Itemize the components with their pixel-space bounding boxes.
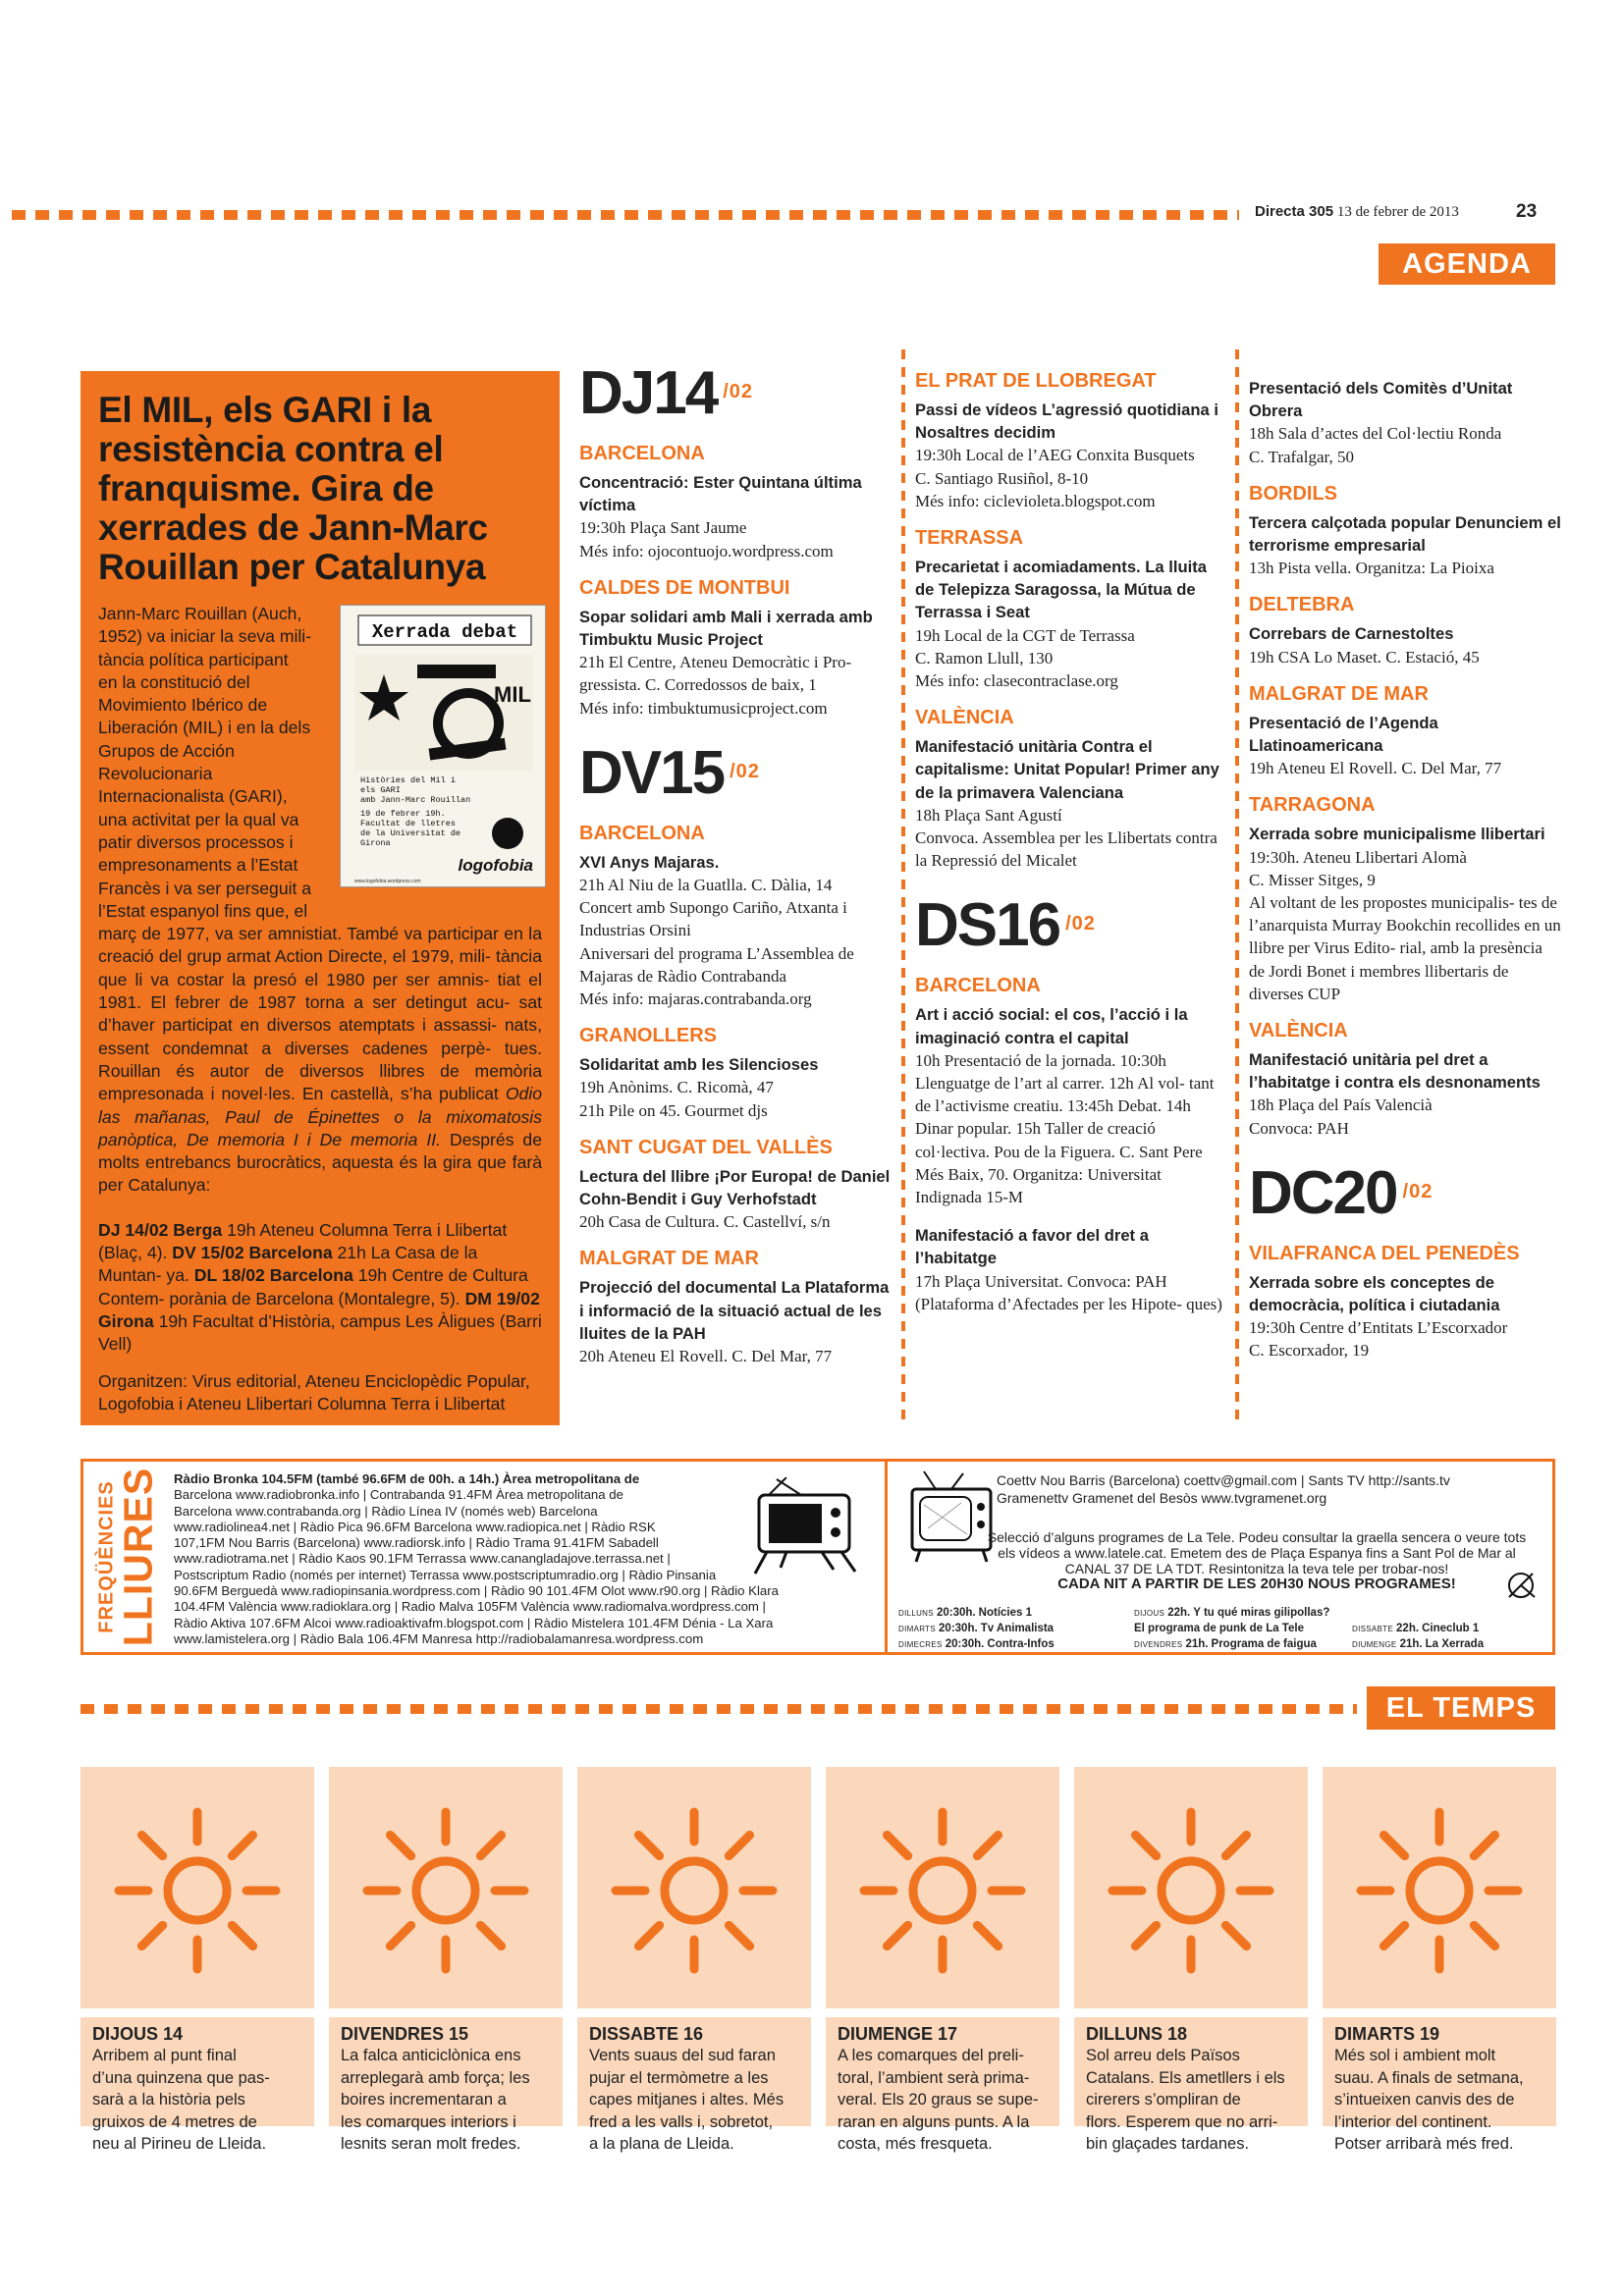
event-detail: 19h Anònims. C. Ricomà, 47 [579, 1078, 774, 1097]
schedule-show: Contra-Infos [987, 1638, 1055, 1650]
feature-body-line: Movimiento Ibérico de [98, 695, 268, 716]
feature-body-line: Internacionalista (GARI), [98, 786, 288, 807]
schedule-day: DILLUNS [898, 1609, 934, 1618]
weather-text-line: s’intueixen canvis des de [1334, 2091, 1515, 2109]
event-detail: 20h Ateneu El Rovell. C. Del Mar, 77 [579, 1347, 833, 1366]
event-detail: 17h Plaça Universitat. Convoca: PAH (Plataforma d’Afectades per les Hipote- ques) [915, 1271, 1222, 1313]
tv-line: Gramenettv Gramenet del Besòs www.tvgramenet.org [997, 1490, 1327, 1506]
weather-text-line: La falca anticiclònica ens [341, 2047, 521, 2064]
weather-day: DIVENDRES 15 [341, 2024, 469, 2044]
page-number: 23 [1516, 201, 1538, 222]
la-tele-cta: CADA NIT A PARTIR DE LES 20H30 NOUS PROGRAMES! [1057, 1575, 1456, 1592]
schedule-day: DISSABTE [1352, 1625, 1393, 1633]
event-detail: 21h Al Niu de la Guatlla. C. Dàlia, 14 [579, 876, 833, 895]
feature-body [98, 603, 542, 1198]
weather-day: DILLUNS 18 [1086, 2024, 1188, 2044]
weather-text-line: costa, més fresqueta. [838, 2135, 993, 2153]
feature-body-line: l’Estat espanyol fins que, el [98, 900, 308, 921]
tour-what: 19h Ateneu Columna Terra i Llibertat (Blaç, 4). [98, 1219, 508, 1263]
event-title: Manifestació unitària pel dret a l’habitatge i contra els desnonaments [1249, 1050, 1541, 1093]
feature-article [81, 371, 560, 1425]
event-title: Manifestació unitària Contra el capitalisme: Unitat Popular! Primer any de la primavera Valenciana [915, 737, 1219, 802]
event-detail: Convoca. Assemblea per les Llibertats contra la Repressió del Micalet [915, 828, 1217, 871]
schedule-time: 20:30h. [945, 1638, 985, 1650]
weather-text-line: arreplegarà amb força; les [341, 2068, 530, 2087]
poster-line: Facultat de lletres [360, 819, 456, 828]
event-detail: 20h Casa de Cultura. C. Castellví, s/n [579, 1212, 831, 1232]
event-detail: 18h Sala d’actes del Col·lectiu Ronda [1249, 424, 1502, 444]
feature-body-line: Francès i va ser perseguit a [98, 878, 312, 898]
schedule-row [1134, 1636, 1329, 1652]
event-detail: 19:30h Centre d’Entitats L’Escorxador [1249, 1318, 1508, 1338]
event-title: Tercera calçotada popular Denunciem el terrorisme empresarial [1249, 512, 1561, 556]
poster-line: Històries del Mil i [360, 775, 456, 785]
feature-body-line: patir diversos processos i [98, 831, 294, 852]
schedule-show: Tv Animalista [980, 1623, 1055, 1634]
event-detail: 18h Plaça Sant Agustí [915, 805, 1062, 825]
schedule-show: Y tu qué miras gilipollas? [1193, 1607, 1330, 1619]
poster-line: de la Universitat de [360, 828, 461, 838]
la-tele-text: Selecció d’alguns programes de La Tele. Podeu consultar la graella sencera o veure tots els vídeos a www.latele.cat. Emetem des de Plaça Espanya fins a Sant Pol de Mar al CANAL 37 DE LA TDT. Resintonitza la teva tele per trobar-nos! [987, 1529, 1527, 1576]
event-detail: Concert amb Supongo Cariño, Atxanta i Industrias Orsini [579, 898, 847, 940]
event-detail: Aniversari del programa L’Assemblea de Majaras de Ràdio Contrabanda [579, 943, 854, 986]
agenda-event [915, 399, 1227, 512]
schedule-time: 21h. [1399, 1638, 1423, 1650]
weather-forecast [81, 2017, 314, 2153]
section-tag-weather: EL TEMPS [1367, 1686, 1555, 1730]
event-title: Correbars de Carnestoltes [1249, 624, 1454, 644]
weather-text-line: les comarques interiors i [341, 2112, 516, 2131]
weather-text-line: boires incrementaran a [341, 2091, 507, 2109]
weather-text-line: Sol arreu dels Països [1086, 2047, 1240, 2064]
box-divider [885, 1462, 888, 1652]
column-separator [901, 349, 905, 1424]
agenda-event [915, 1224, 1227, 1315]
sun-icon [1074, 1767, 1308, 2008]
weather-text-line: raran en alguns punts. A la [838, 2112, 1030, 2131]
agenda-event [579, 1053, 893, 1122]
feature-body-line: Jann-Marc Rouillan (Auch, [98, 604, 302, 623]
radio-line: www.radiolinea4.net | Ràdio Pica 96.6FM Barcelona www.radiopica.net | Ràdio RSK [174, 1519, 656, 1534]
event-detail: 18h Plaça del País Valencià [1249, 1095, 1433, 1115]
event-title: Lectura del llibre ¡Por Europa! de Daniel Cohn-Bendit i Guy Verhofstadt [579, 1166, 891, 1209]
weather-text-line: l’interior del continent. [1334, 2112, 1492, 2131]
feature-body-line: en la constitució del [98, 671, 250, 692]
agenda-event [915, 735, 1227, 872]
feature-title: El MIL, els GARI i la resistència contra el franquisme. Gira de xerrades de Jann-Marc Rouillan per Catalunya [98, 390, 488, 587]
schedule-row [898, 1605, 1055, 1621]
radio-line: 90.6FM Berguedà www.radiopinsania.wordpress.com | Ràdio 90 101.4FM Olot www.r90.org | Ràdio Klara [174, 1583, 779, 1599]
feature-body-rest: març de 1977, va ser amnistiat. També va participar en la creació del grup armat Action Directe, el 1979, mili- tància que li va costar la presó el 1980 per ser amnis- tiat el 1981. El febrer de 1987 torna a ser detingut acu- sat d’haver participat en diversos atemptats i assassi- nats, essent condemnat a diverses cadenes perpè- tues. Rouillan és autor de diversos llibres de memòria empresonada i novel·les. En castellà, s’ha publicat [98, 924, 542, 1104]
agenda-column-2 [915, 369, 1227, 1315]
community-tv-list [997, 1471, 1546, 1507]
agenda-event [1249, 712, 1561, 780]
agenda-event [1249, 1048, 1561, 1140]
header-dash-rule [12, 210, 1239, 220]
section-tag-agenda: AGENDA [1379, 243, 1555, 285]
sun-icon [329, 1767, 563, 2008]
weather-day: DIJOUS 14 [92, 2024, 184, 2044]
weather-card [826, 1767, 1059, 2008]
poster-url: www.logofobia.wordpress.com [354, 879, 421, 884]
radio-line: Barcelona www.radiobronka.info | Contrabanda 91.4FM Àrea metropolitana de [174, 1487, 623, 1503]
event-title: Xerrada sobre els conceptes de democràcia, política i ciutadania [1249, 1272, 1500, 1315]
weather-card [329, 1767, 563, 2008]
schedule-column [1134, 1605, 1329, 1652]
weather-text-line: capes mitjanes i altes. Més [589, 2091, 784, 2109]
schedule-time: 22h. [1167, 1607, 1191, 1619]
tour-when: DJ 14/02 Berga [98, 1219, 223, 1240]
schedule-day: DIJOUS [1134, 1609, 1165, 1618]
feature-body-line: tància política participant [98, 649, 289, 669]
issue-info [1255, 203, 1459, 221]
schedule-time: 20:30h. [939, 1623, 978, 1634]
event-detail: Més info: timbuktumusicproject.com [579, 698, 828, 718]
weather-text-line: cirerers s’ompliran de [1086, 2091, 1241, 2109]
day-month: /02 [730, 760, 760, 782]
radio-line: Barcelona www.contrabanda.org | Ràdio Línea IV (només web) Barcelona [174, 1503, 598, 1519]
weather-text-line: bin glaçades tardanes. [1086, 2135, 1250, 2153]
weather-dash-rule [81, 1704, 1357, 1714]
schedule-row [1134, 1621, 1329, 1636]
city-heading: DELTEBRA [1249, 594, 1355, 616]
feature-body-line: Liberación (MIL) i en la dels [98, 718, 311, 738]
weather-text-line: toral, l’ambient serà prima- [838, 2068, 1030, 2087]
weather-forecast [577, 2017, 811, 2153]
feature-body-line: una activitat per la qual va [98, 809, 299, 829]
event-detail: C. Escorxador, 19 [1249, 1341, 1370, 1361]
day-heading: DV15 /02 [579, 738, 760, 807]
event-detail: 19h Local de la CGT de Terrassa [915, 625, 1135, 645]
radio-line: 104.4FM València www.radioklara.org | Radio Malva 105FM València www.radiomalva.wordpress.com | [174, 1599, 766, 1615]
weather-card [1323, 1767, 1556, 2008]
tour-dates [98, 1219, 542, 1357]
weather-text-line: lesnits seran molt fredes. [341, 2135, 521, 2153]
weather-forecast [826, 2017, 1059, 2153]
la-tele-description [987, 1529, 1527, 1592]
schedule-show: La Xerrada [1425, 1638, 1485, 1650]
sun-icon [81, 1767, 314, 2008]
city-heading: VALÈNCIA [915, 707, 1014, 729]
weather-text-line: Arribem al punt final [92, 2047, 237, 2064]
weather-text-line: neu al Pirineu de Lleida. [92, 2135, 267, 2153]
schedule-time: 22h. [1396, 1623, 1420, 1634]
radio-line: Ràdio Aktiva 107.6FM Alcoi www.radioaktivafm.blogspot.com | Ràdio Mistelera 101.4FM Dénia - La Xara [174, 1615, 774, 1630]
city-heading: BARCELONA [579, 443, 705, 464]
city-heading: GRANOLLERS [579, 1025, 717, 1047]
poster-brand: logofobia [458, 856, 533, 875]
event-detail: 19h Ateneu El Rovell. C. Del Mar, 77 [1249, 759, 1502, 778]
event-detail: 19:30h Plaça Sant Jaume [579, 518, 747, 538]
agenda-event [579, 606, 893, 720]
radio-line: www.radiotrama.net | Ràdio Kaos 90.1FM Terrassa www.canangladajove.terrassa.net | [174, 1551, 671, 1567]
event-detail: Més info: ciclevioleta.blogspot.com [915, 491, 1156, 510]
event-title: Art i acció social: el cos, l’acció i la imaginació contra el capital [915, 1005, 1188, 1047]
weather-text-line: A les comarques del preli- [838, 2047, 1024, 2064]
organizers: Organitzen: Virus editorial, Ateneu Enciclopèdic Popular, Logofobia i Ateneu Llibertari Columna Terra i Llibertat [98, 1370, 530, 1414]
schedule-time: 20:30h. [936, 1607, 976, 1619]
poster-title: Xerrada debat [371, 621, 518, 643]
schedule-row [1134, 1605, 1329, 1621]
schedule-row [1352, 1636, 1484, 1652]
weather-text-line: gruixos de 4 metres de [92, 2112, 257, 2131]
weather-day: DISSABTE 16 [589, 2024, 704, 2044]
weather-card [81, 1767, 314, 2008]
city-heading: BARCELONA [579, 822, 705, 844]
event-detail: 19:30h Local de l’AEG Conxita Busquets [915, 446, 1195, 465]
sun-icon [577, 1767, 811, 2008]
agenda-event [915, 556, 1227, 692]
weather-text-line: veral. Els 20 graus se supe- [838, 2091, 1039, 2109]
weather-text-line: a la plana de Lleida. [589, 2135, 734, 2153]
radio-station-list [174, 1471, 794, 1647]
antenna-icon [1501, 1568, 1541, 1601]
event-title: Manifestació a favor del dret a l’habitatge [915, 1226, 1149, 1268]
radio-line: Ràdio Bronka 104.5FM (també 96.6FM de 00h. a 14h.) Àrea metropolitana de [174, 1471, 640, 1486]
event-detail: Al voltant de les propostes municipalis- tes de l’anarquista Murray Bookchin recollides en un llibre per Virus Edito- rial, amb la presència de Jordi Bonet i membres llibertaris de diverses CUP [1249, 893, 1561, 1003]
weather-text-line: sarà a la història pels [92, 2091, 245, 2109]
city-heading: MALGRAT DE MAR [1249, 682, 1429, 705]
event-title: Xerrada sobre municipalisme llibertari [1249, 825, 1545, 844]
weather-forecast [1323, 2017, 1556, 2153]
day-month: /02 [723, 381, 754, 402]
title-small: FREQÜÈNCIES [95, 1480, 118, 1633]
weather-text-line: fred a les valls i, sobretot, [589, 2112, 774, 2131]
day-month: /02 [1402, 1180, 1434, 1202]
poster-graphic [341, 606, 546, 887]
agenda-event [1249, 622, 1561, 667]
agenda-event [579, 471, 893, 562]
event-detail: C. Trafalgar, 50 [1249, 447, 1354, 466]
day-heading: DJ14 /02 [579, 359, 754, 427]
title-big: LLIURES [115, 1467, 161, 1647]
event-title: Projecció del documental La Plataforma i informació de la situació actual de les lluites de la PAH [579, 1278, 890, 1343]
poster-logo-text: MIL [494, 682, 531, 707]
tour-what: 21h La Casa de la Muntan- ya. [98, 1243, 478, 1286]
agenda-event [1249, 1271, 1561, 1362]
poster-line: amb Jann-Marc Rouillan [360, 795, 471, 805]
tv-line: Coettv Nou Barris (Barcelona) coettv@gmail.com | Sants TV http://sants.tv [997, 1472, 1450, 1488]
agenda-event [915, 1003, 1227, 1208]
weather-day: DIMARTS 19 [1334, 2024, 1440, 2044]
weather-card [1074, 1767, 1308, 2008]
city-heading: VALÈNCIA [1249, 1020, 1348, 1042]
tour-what: 19h Facultat d’Història, campus Les Àligues (Barri Vell) [98, 1310, 542, 1355]
event-detail: Convoca: PAH [1249, 1118, 1349, 1138]
tour-what: 19h Centre de Cultura Contem- porània de Barcelona (Montalegre, 5). [98, 1265, 528, 1308]
day-block [915, 891, 1227, 974]
event-detail: Més info: majaras.contrabanda.org [579, 989, 812, 1009]
agenda-column-1 [579, 359, 893, 1367]
event-detail: C. Misser Sitges, 9 [1249, 870, 1376, 889]
event-title: XVI Anys Majaras. [579, 852, 720, 872]
tour-when: DM 19/02 Girona [98, 1288, 540, 1331]
day-heading: DS16 /02 [915, 891, 1096, 960]
column-separator [1235, 349, 1239, 1424]
agenda-event [1249, 823, 1561, 1005]
day-block [1249, 1158, 1561, 1242]
radio-line: www.lamistelera.org | Ràdio Bala 106.4FM Manresa http://radiobalamanresa.wordpress.com [174, 1630, 704, 1646]
weather-forecast [329, 2017, 563, 2153]
event-detail: 13h Pista vella. Organitza: La Pioixa [1249, 559, 1494, 578]
event-detail: Més info: ojocontuojo.wordpress.com [579, 541, 834, 561]
schedule-day: DIMARTS [898, 1625, 936, 1633]
sun-icon [826, 1767, 1059, 2008]
event-detail: 19h CSA Lo Maset. C. Estació, 45 [1249, 647, 1480, 667]
city-heading: TARRAGONA [1249, 794, 1376, 817]
event-title: Passi de vídeos L’agressió quotidiana i Nosaltres decidim [915, 400, 1218, 443]
event-title: Solidaritat amb les Silencioses [579, 1055, 819, 1075]
weather-day: DIUMENGE 17 [838, 2024, 958, 2044]
schedule-row [898, 1621, 1055, 1636]
day-block [579, 738, 893, 822]
weather-forecast [1074, 2017, 1308, 2153]
schedule-show: Programa de faigua [1211, 1638, 1317, 1650]
day-heading: DC20 /02 [1249, 1158, 1434, 1227]
event-title: Presentació dels Comitès d’Unitat Obrera [1249, 379, 1513, 421]
feature-body-end: Després de molts entrebancs burocràtics, aquesta és la gira que farà per Catalunya: [98, 1129, 542, 1196]
schedule-column [898, 1605, 1055, 1652]
event-title: Presentació de l’Agenda Llatinoamericana [1249, 713, 1438, 756]
weather-text-line: Potser arribarà més fred. [1334, 2135, 1514, 2153]
radio-illustration-icon [747, 1477, 863, 1575]
schedule-day: DIUMENGE [1352, 1640, 1397, 1649]
schedule-row [1352, 1621, 1484, 1636]
city-heading: CALDES DE MONTBUI [579, 576, 790, 599]
event-detail: 10h Presentació de la jornada. 10:30h Llenguatge de l’art al carrer. 12h Al vol- tant de l’activisme creatiu. 13:45h Debat. 14h Dinar popular. 15h Taller de creació col·lectiva. Pou de la Figuera. C. Sant Pere Més Baix, 70. Organitza: Universitat Indignada 15-M [915, 1050, 1215, 1207]
agenda-event [579, 851, 893, 1010]
agenda-event [579, 1165, 893, 1234]
city-heading: BARCELONA [915, 975, 1041, 997]
event-title: Precarietat i acomiadaments. La lluita de Telepizza Saragossa, la Mútua de Terrassa i Seat [915, 558, 1207, 622]
day-block [579, 359, 893, 442]
poster-line: Girona [360, 838, 391, 848]
weather-text-line: pujar el termòmetre a les [589, 2068, 769, 2087]
event-detail: 21h El Centre, Ateneu Democràtic i Pro- gressista. C. Corredossos de baix, 1 [579, 653, 852, 695]
weather-text-line: flors. Esperem que no arri- [1086, 2112, 1278, 2131]
feature-body-line: empresonaments a l’Estat [98, 855, 298, 876]
event-detail: 21h Pile on 45. Gourmet djs [579, 1100, 768, 1120]
event-detail: 19:30h. Ateneu Llibertari Alomà [1249, 847, 1467, 867]
free-frequencies-title [87, 1462, 166, 1652]
tour-when: DL 18/02 Barcelona [193, 1265, 353, 1286]
poster-line: 19 de febrer 19h. [360, 809, 446, 819]
schedule-day: DIVENDRES [1134, 1640, 1183, 1649]
schedule-row [898, 1636, 1055, 1652]
agenda-column-3 [1249, 377, 1561, 1362]
schedule-show: Cineclub 1 [1422, 1623, 1480, 1634]
weather-text-line: Catalans. Els ametllers i els [1086, 2068, 1285, 2087]
city-heading: TERRASSA [915, 527, 1024, 550]
city-heading: EL PRAT DE LLOBREGAT [915, 370, 1157, 392]
city-heading: MALGRAT DE MAR [579, 1248, 759, 1270]
event-poster [340, 605, 546, 887]
city-heading: BORDILS [1249, 482, 1337, 505]
schedule-time: 21h. [1185, 1638, 1209, 1650]
schedule-column [1352, 1605, 1484, 1652]
sun-icon [1323, 1767, 1556, 2008]
event-detail: C. Santiago Rusiñol, 8-10 [915, 468, 1089, 488]
weather-text-line: d’una quinzena que pas- [92, 2068, 270, 2087]
city-heading: VILAFRANCA DEL PENEDÈS [1249, 1242, 1520, 1264]
schedule-show: Notícies 1 [978, 1607, 1032, 1619]
event-title: Sopar solidari amb Mali i xerrada amb Timbuktu Music Project [579, 607, 873, 650]
event-detail: Més info: clasecontraclase.org [915, 671, 1118, 691]
feature-body-line: Grupos de Acción [98, 740, 235, 761]
schedule-show: El programa de punk de La Tele [1134, 1623, 1304, 1634]
radio-line: Postscriptum Radio (només per internet) Terrassa www.postscriptumradio.org | Ràdio Pinsania [174, 1567, 717, 1582]
issue-date: 13 de febrer de 2013 [1336, 204, 1459, 220]
day-month: /02 [1065, 913, 1096, 935]
tour-when: DV 15/02 Barcelona [172, 1243, 333, 1263]
weather-text-line: suau. A finals de setmana, [1334, 2068, 1524, 2087]
city-heading: SANT CUGAT DEL VALLÈS [579, 1136, 833, 1158]
agenda-event [1249, 377, 1561, 468]
agenda-event [1249, 511, 1561, 580]
event-title: Concentració: Ester Quintana última víctima [579, 473, 862, 515]
feature-body-line: Revolucionaria [98, 764, 213, 784]
schedule-day: DIMECRES [898, 1640, 943, 1649]
publication-name: Directa 305 [1255, 203, 1334, 220]
poster-line: els GARI [360, 785, 401, 795]
radio-line: 107,1FM Nou Barris (Barcelona) www.radiorsk.info | Ràdio Trama 91.41FM Sabadell [174, 1535, 659, 1551]
feature-body-line: 1952) va iniciar la seva mili- [98, 626, 312, 647]
weather-text-line: Vents suaus del sud faran [589, 2047, 776, 2064]
event-detail: C. Ramon Llull, 130 [915, 648, 1054, 667]
schedule-row [1352, 1605, 1484, 1621]
weather-card [577, 1767, 811, 2008]
feature-body-italic: Odio las mañanas, Paul de Épinettes o la mixomatosis panòptica, De memoria I i De memoria II. [98, 1084, 543, 1149]
weather-text-line: Més sol i ambient molt [1334, 2047, 1496, 2064]
free-frequencies-box [81, 1459, 1555, 1655]
agenda-event [579, 1276, 893, 1367]
